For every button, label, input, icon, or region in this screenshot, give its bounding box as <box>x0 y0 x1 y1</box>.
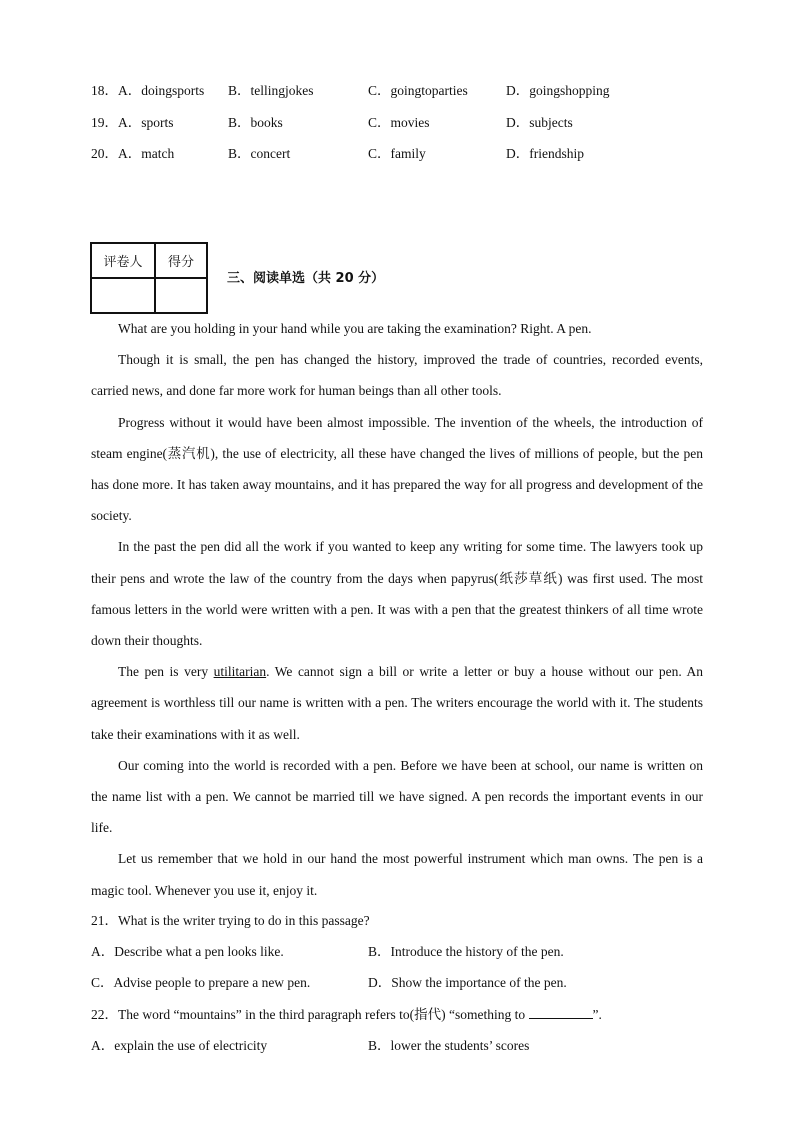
option-c: C．movies <box>368 115 430 130</box>
option-d: D．Show the importance of the pen. <box>368 975 567 990</box>
option-d: D．subjects <box>506 115 573 130</box>
option-a: 18．A．doingsports <box>91 83 205 98</box>
paragraph-2: Though it is small, the pen has changed the history, improved the trade of countries, recorded events, carried news, and done far more work for human beings than all other tools. <box>91 352 703 399</box>
grader-cell <box>91 278 155 313</box>
option-a: A．Describe what a pen looks like. <box>91 944 284 959</box>
question-22-stem-text: 22．The word “mountains” in the third paragraph refers to(指代) “something to <box>91 1007 526 1022</box>
paragraph-5 <box>91 656 703 750</box>
option-b: B．tellingjokes <box>228 83 314 98</box>
question-21-stem: 21．What is the writer trying to do in this passage? <box>91 913 370 928</box>
option-a: 19．A．sports <box>91 115 174 130</box>
option-b: B．books <box>228 115 283 130</box>
option-b: B．concert <box>228 146 291 161</box>
paragraph-3: Progress without it would have been almost impossible. The invention of the wheels, the introduction of steam engine(蒸汽机), the use of electricity, all these have changed the lives of millions of people, but the pen has done more. It has taken away mountains, and it has prepared the way for all progress and development of the society. <box>91 414 703 524</box>
option-b: B．Introduce the history of the pen. <box>368 944 564 959</box>
paragraph-4: In the past the pen did all the work if you wanted to keep any writing for some time. The lawyers took up their pens and wrote the law of the country from the days when papyrus(纸莎草纸) was first used. The most famous letters in the world were written with a pen. It was with a pen that the greatest thinkers of all time wrote down their thoughts. <box>91 539 703 649</box>
grader-score-table <box>90 242 208 314</box>
answer-blank <box>529 1006 593 1019</box>
grader-header: 评卷人 <box>91 243 155 278</box>
question-22-stem-end: ”. <box>592 1007 602 1022</box>
option-c: C．Advise people to prepare a new pen. <box>91 975 311 990</box>
question-22-row-1 <box>91 1036 703 1056</box>
option-c: C．family <box>368 146 426 161</box>
paragraph-5-start: The pen is very <box>118 664 214 680</box>
score-header: 得分 <box>155 243 207 278</box>
underlined-word: utilitarian <box>213 664 267 680</box>
option-d: D．goingshopping <box>506 83 610 98</box>
paragraph-1: What are you holding in your hand while you are taking the examination? Right. A pen. <box>118 321 592 336</box>
paragraph-6: Our coming into the world is recorded with a pen. Before we have been at school, our name is written on the name list with a pen. We cannot be married till we have signed. A pen records the important events in our life. <box>91 757 703 836</box>
reading-passage <box>91 313 703 906</box>
section-title: 三、阅读单选（共 20 分） <box>227 271 385 286</box>
option-b: B．lower the students’ scores <box>368 1038 530 1053</box>
score-cell <box>155 278 207 313</box>
paragraph-7: Let us remember that we hold in our hand the most powerful instrument which man owns. The pen is a magic tool. Whenever you use it, enjoy it. <box>91 851 703 898</box>
option-c: C．goingtoparties <box>368 83 468 98</box>
option-a: A．explain the use of electricity <box>91 1038 268 1053</box>
question-21-row-2 <box>91 973 703 993</box>
option-d: D．friendship <box>506 146 584 161</box>
option-a: 20．A．match <box>91 146 175 161</box>
question-21-row-1 <box>91 942 703 962</box>
paragraph-5-rest: . We cannot sign a bill or write a letter or buy a house without our pen. An agreement is worthless till our name is written with a pen. The writers encourage the world with it. The students take their examinations with it as well. <box>91 664 703 742</box>
question-22-stem <box>91 1005 703 1025</box>
